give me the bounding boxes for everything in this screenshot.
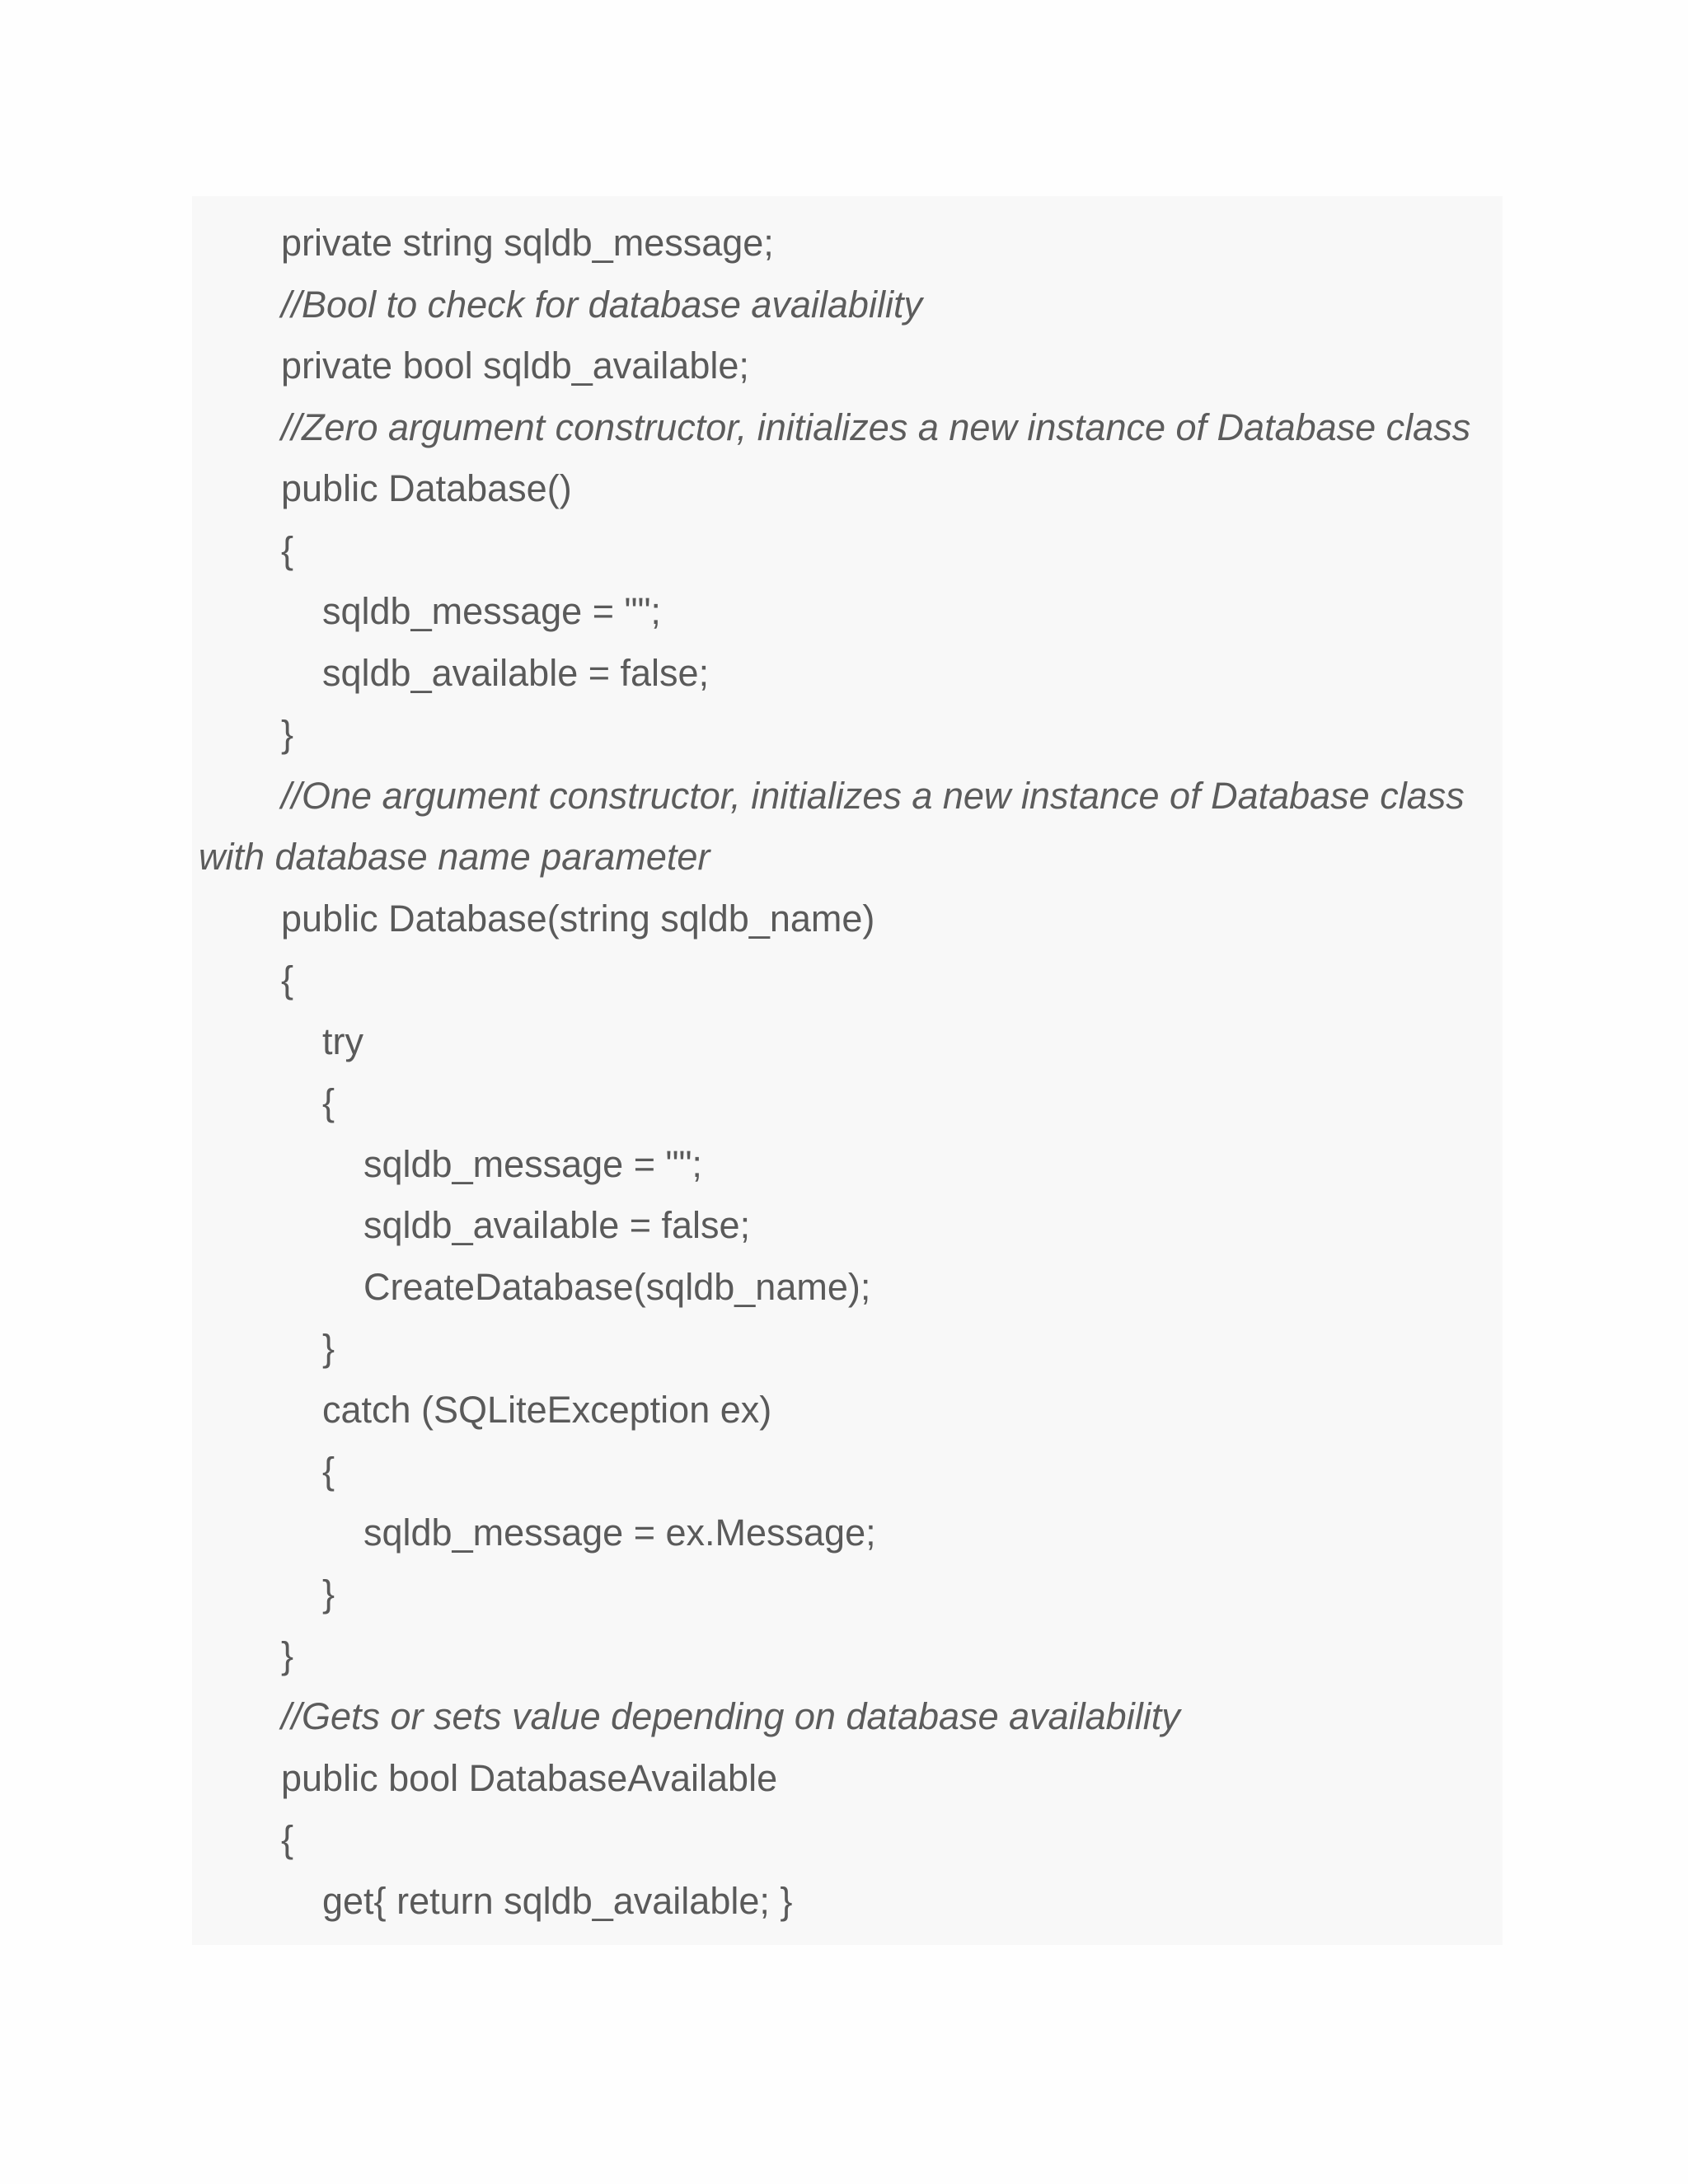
code-block bbox=[192, 196, 1503, 1945]
code-comment-line: //One argument constructor, initializes a new instance of Database class bbox=[281, 774, 1465, 817]
code-line: private bool sqldb_available; bbox=[281, 344, 749, 387]
code-line: sqldb_available = false; bbox=[322, 651, 710, 694]
code-line: { bbox=[322, 1450, 335, 1492]
code-comment-line: //Bool to check for database availability bbox=[281, 283, 922, 326]
code-line: } bbox=[322, 1327, 335, 1369]
code-line: try bbox=[322, 1019, 363, 1062]
code-line: private string sqldb_message; bbox=[281, 222, 774, 264]
code-line: sqldb_message = ""; bbox=[322, 590, 661, 632]
code-line: { bbox=[281, 528, 294, 571]
code-comment-line: //Zero argument constructor, initializes a new instance of Database class bbox=[281, 405, 1471, 448]
code-line: } bbox=[281, 713, 294, 755]
code-line: } bbox=[281, 1633, 294, 1676]
code-line: { bbox=[281, 958, 294, 1001]
code-comment-line: //Gets or sets value depending on database availability bbox=[281, 1695, 1180, 1737]
code-line: { bbox=[281, 1818, 294, 1860]
code-line: public Database() bbox=[281, 467, 572, 509]
code-line: get{ return sqldb_available; } bbox=[322, 1879, 793, 1922]
code-line: sqldb_message = ""; bbox=[363, 1142, 702, 1185]
code-line: public bool DatabaseAvailable bbox=[281, 1756, 778, 1799]
code-line: sqldb_message = ex.Message; bbox=[363, 1511, 876, 1554]
code-line: CreateDatabase(sqldb_name); bbox=[363, 1265, 871, 1308]
code-line: sqldb_available = false; bbox=[363, 1204, 751, 1246]
code-comment-line: with database name parameter bbox=[199, 836, 710, 878]
code-line: public Database(string sqldb_name) bbox=[281, 897, 875, 940]
code-line: { bbox=[322, 1081, 335, 1123]
code-line: } bbox=[322, 1572, 335, 1615]
code-line: catch (SQLiteException ex) bbox=[322, 1388, 772, 1431]
